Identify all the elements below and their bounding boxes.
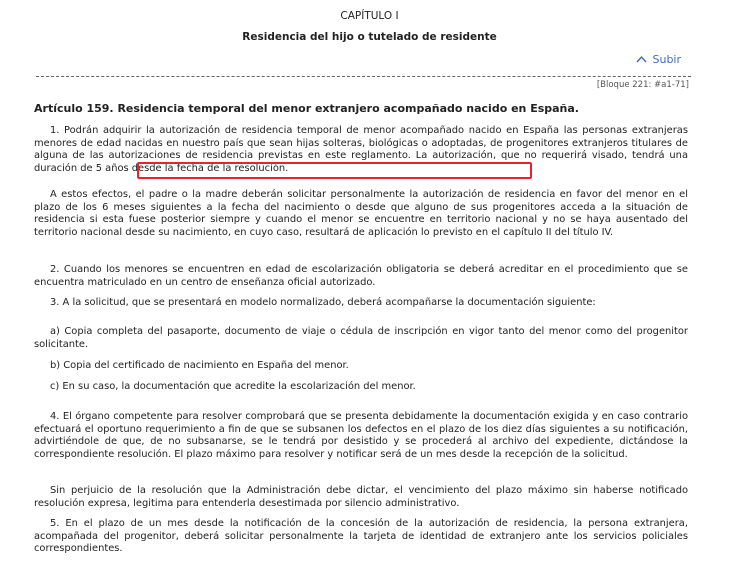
- paragraph-5a: a) Copia completa del pasaporte, documento de viaje o cédula de inscripción en vigor tanto del menor como del progenitor solicitante.: [34, 326, 688, 350]
- paragraph-1: 1. Podrán adquirir la autorización de residencia temporal de menor acompañado nacido en España las personas extranjeras menores de edad nacidas en nuestro país que sean hijas solteras, biológicas o adoptadas, de progenitores extranjeros titulares de alguna de las autorizaciones de residencia previstas en este reglamento. La autorización, que no requerirá visado, tendrá una duración de 5 años desde la fecha de la resolución.: [34, 125, 688, 174]
- block-reference: [Bloque 221: #a1-71]: [596, 80, 689, 90]
- paragraph-8: 5. En el plazo de un mes desde la notificación de la concesión de la autorización de residencia, la persona extranjera, acompañada del progenitor, deberá solicitar personalmente la tarjeta de identidad de extranjero ante los servicios policiales correspondientes.: [34, 518, 688, 555]
- section-divider: [36, 76, 691, 77]
- subir-link[interactable]: [636, 53, 681, 66]
- paragraph-6: 4. El órgano competente para resolver comprobará que se presenta debidamente la documentación exigida y en caso contrario efectuará el oportuno requerimiento a fin de que se subsanen los defectos en el plazo de los diez días siguientes a su notificación, advirtiéndole de que, de no subsanarse, se le tendrá por desistido y se procederá al archivo del expediente, dictándose la correspondiente resolución. El plazo máximo para resolver y notificar será de un mes desde la recepción de la solicitud.: [34, 411, 688, 460]
- paragraph-5b: b) Copia del certificado de nacimiento en España del menor.: [50, 360, 349, 371]
- chapter-title: Residencia del hijo o tutelado de residente: [242, 31, 497, 43]
- chevron-up-icon: [636, 55, 647, 64]
- article-title: Artículo 159. Residencia temporal del menor extranjero acompañado nacido en España.: [34, 102, 579, 115]
- paragraph-7: Sin perjuicio de la resolución que la Administración debe dictar, el vencimiento del plazo máximo sin haberse notificado resolución expresa, legitima para entenderla desestimada por silencio administrativo.: [34, 485, 688, 509]
- chapter-label: CAPÍTULO I: [340, 10, 399, 22]
- subir-label: Subir: [652, 53, 681, 66]
- paragraph-3: 2. Cuando los menores se encuentren en edad de escolarización obligatoria se deberá acreditar en el procedimiento que se encuentra matriculado en un centro de enseñanza oficial autorizado.: [34, 264, 688, 288]
- paragraph-4: 3. A la solicitud, que se presentará en modelo normalizado, deberá acompañarse la documentación siguiente:: [50, 297, 596, 308]
- paragraph-2: A estos efectos, el padre o la madre deberán solicitar personalmente la autorización de residencia en favor del menor en el plazo de los 6 meses siguientes a la fecha del nacimiento o desde que alguno de sus progenitores acceda a la situación de residencia si esta fuese posterior siempre y cuando el menor se encuentre en territorio nacional y no se haya ausentado del territorio nacional desde su nacimiento, en cuyo caso, resultará de aplicación lo previsto en el capítulo II del título IV.: [34, 189, 688, 238]
- paragraph-5c: c) En su caso, la documentación que acredite la escolarización del menor.: [50, 381, 416, 392]
- highlight-box: [137, 162, 532, 179]
